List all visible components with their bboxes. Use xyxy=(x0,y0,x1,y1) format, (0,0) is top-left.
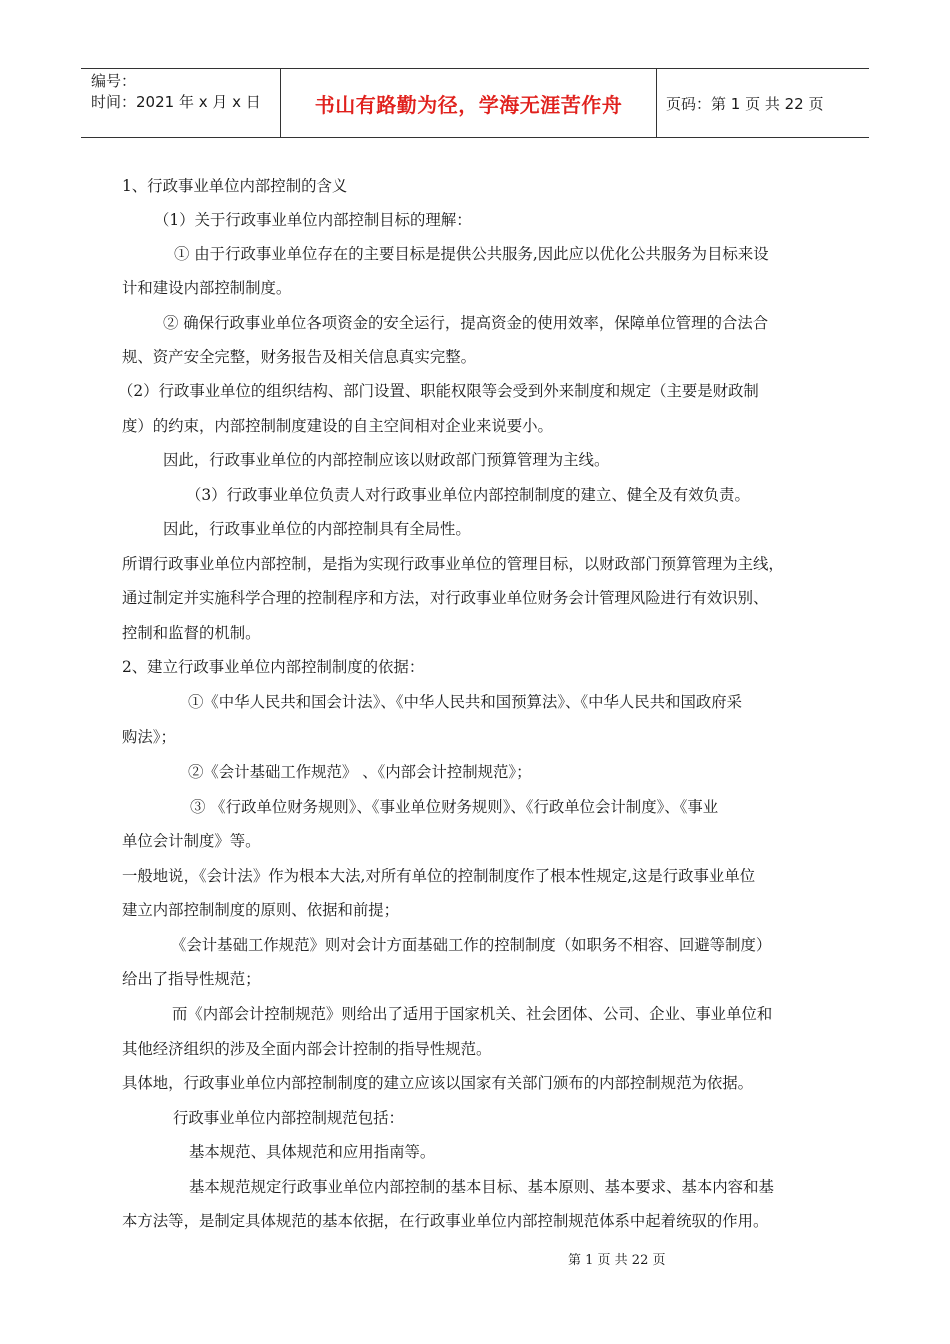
body-line: 具体地，行政事业单位内部控制制度的建立应该以国家有关部门颁布的内部控制规范为依据。 xyxy=(122,1074,754,1092)
body-line: 基本规范、具体规范和应用指南等。 xyxy=(189,1143,436,1161)
body-line: ②《会计基础工作规范》 、《内部会计控制规范》； xyxy=(188,763,532,781)
body-line: ② 确保行政事业单位各项资金的安全运行，提高资金的使用效率，保障单位管理的合法合 xyxy=(163,314,769,332)
body-line: 单位会计制度》等。 xyxy=(122,832,261,850)
body-line: （1）关于行政事业单位内部控制目标的理解： xyxy=(154,211,472,229)
body-line: 行政事业单位内部控制规范包括： xyxy=(173,1109,404,1127)
body-line: 规、资产安全完整，财务报告及相关信息真实完整。 xyxy=(122,348,476,366)
header-motto: 书山有路勤为径，学海无涯苦作舟 xyxy=(281,69,657,137)
body-line: 建立内部控制制度的原则、依据和前提； xyxy=(122,901,400,919)
body-line: 因此，行政事业单位的内部控制应该以财政部门预算管理为主线。 xyxy=(163,451,610,469)
body-line: 《会计基础工作规范》则对会计方面基础工作的控制制度（如职务不相容、回避等制度） xyxy=(171,936,772,954)
body-line: ① 由于行政事业单位存在的主要目标是提供公共服务,因此应以优化公共服务为目标来设 xyxy=(174,245,769,263)
body-line: 其他经济组织的涉及全面内部会计控制的指导性规范。 xyxy=(122,1040,492,1058)
document-time-label: 时间：2021 年 x 月 x 日 xyxy=(91,93,261,111)
body-line: 因此，行政事业单位的内部控制具有全局性。 xyxy=(163,520,471,538)
page-footer: 第 1 页 共 22 页 xyxy=(568,1253,666,1268)
body-line: 一般地说，《会计法》作为根本大法,对所有单位的控制制度作了根本性规定,这是行政事业单位 xyxy=(122,867,756,885)
body-line: 本方法等，是制定具体规范的基本依据，在行政事业单位内部控制规范体系中起着统驭的作用。 xyxy=(122,1212,769,1230)
document-number-label: 编号： xyxy=(91,72,137,90)
body-line: （2）行政事业单位的组织结构、部门设置、职能权限等会受到外来制度和规定（主要是财政制 xyxy=(118,382,759,400)
body-line: 购法》； xyxy=(122,728,176,746)
body-line: 度）的约束，内部控制制度建设的自主空间相对企业来说要小。 xyxy=(122,417,553,435)
header-page-info: 页码：第 1 页 共 22 页 xyxy=(666,94,824,113)
body-line: 基本规范规定行政事业单位内部控制的基本目标、基本原则、基本要求、基本内容和基 xyxy=(189,1178,774,1196)
body-line: 1、行政事业单位内部控制的含义 xyxy=(122,177,348,195)
body-line: ①《中华人民共和国会计法》、《中华人民共和国预算法》、《中华人民共和国政府采 xyxy=(188,693,743,711)
body-line: 计和建设内部控制制度。 xyxy=(122,279,292,297)
body-line: 而《内部会计控制规范》则给出了适用于国家机关、社会团体、公司、企业、事业单位和 xyxy=(172,1005,773,1023)
body-line: 所谓行政事业单位内部控制，是指为实现行政事业单位的管理目标，以财政部门预算管理为主线， xyxy=(122,555,784,573)
body-line: 控制和监督的机制。 xyxy=(122,624,261,642)
body-line: ③ 《行政单位财务规则》、《事业单位财务规则》、《行政单位会计制度》、《事业 xyxy=(190,798,719,816)
body-line: 2、建立行政事业单位内部控制制度的依据： xyxy=(122,658,425,676)
body-line: 给出了指导性规范； xyxy=(122,970,261,988)
body-line: 通过制定并实施科学合理的控制程序和方法，对行政事业单位财务会计管理风险进行有效识别、 xyxy=(122,589,769,607)
body-line: （3）行政事业单位负责人对行政事业单位内部控制制度的建立、健全及有效负责。 xyxy=(186,486,750,504)
